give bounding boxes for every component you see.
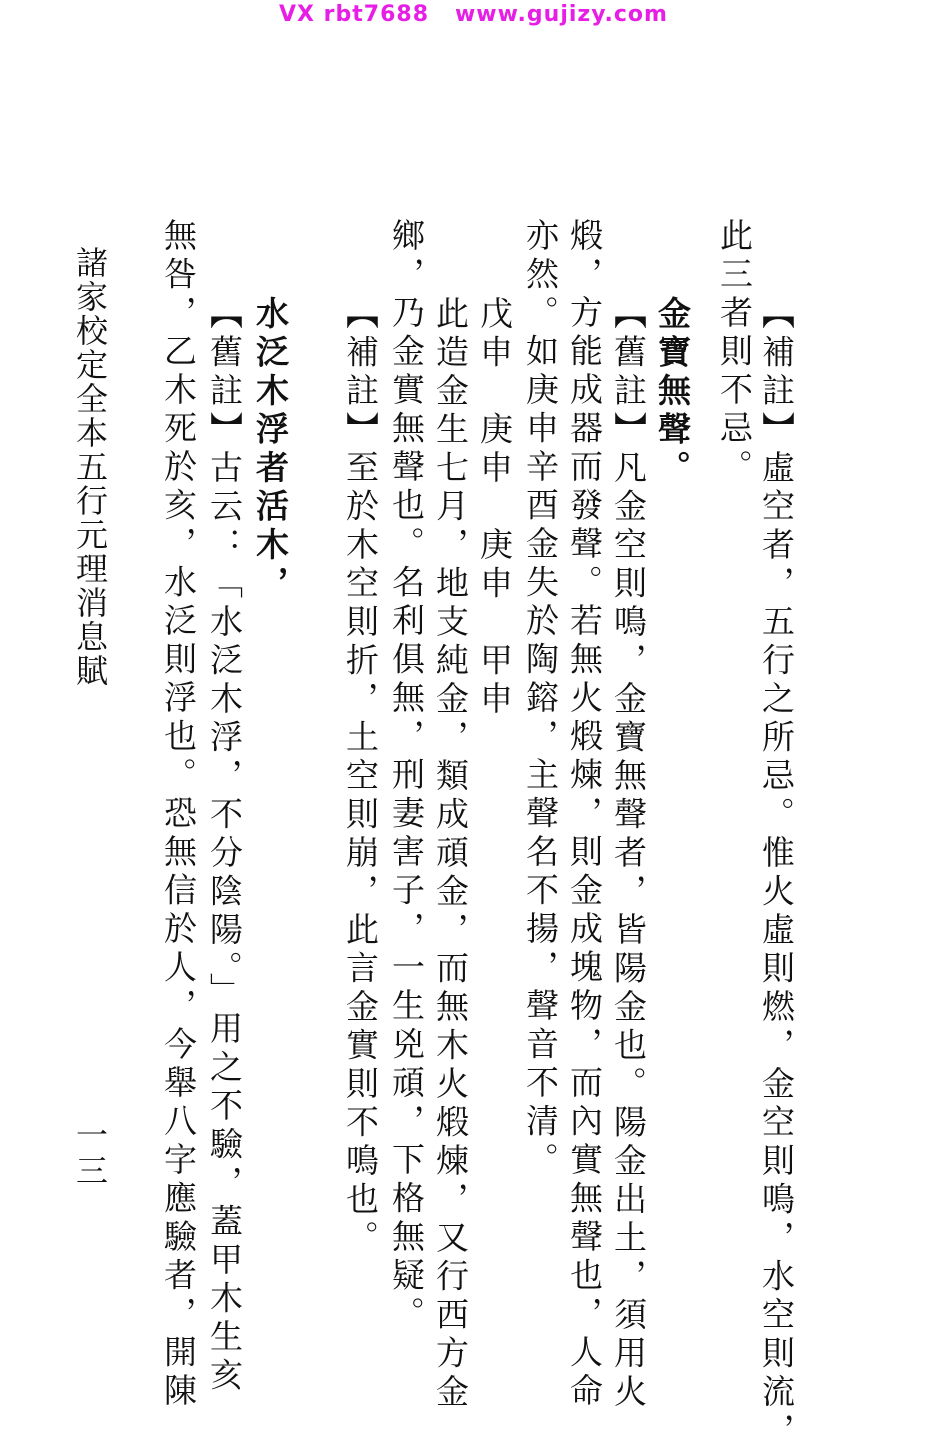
- text-column-8: 此造金生七月，地支純金，類成頑金，而無木火煅煉，又行西方金: [431, 296, 470, 1413]
- section-heading-jinbao: 金寶無聲。: [653, 296, 692, 489]
- text-column-12: 【舊註】古云：「水泛木浮，不分陰陽。」用之不驗，蓋甲木生亥: [205, 296, 244, 1396]
- text-column-9: 鄉，乃金實無聲也。名利俱無，刑妻害子，一生兇頑，下格無疑。: [387, 218, 426, 1335]
- text-column-4: 【舊註】凡金空則鳴，金寶無聲者，皆陽金也。陽金出土，須用火: [609, 296, 648, 1413]
- text-column-2: 此三者則不忌。: [715, 218, 754, 488]
- text-column-10: 【補註】至於木空則折，土空則崩，此言金實則不鳴也。: [341, 296, 380, 1259]
- section-heading-shuifan: 水泛木浮者活木，: [251, 296, 290, 604]
- watermark-text: VX rbt7688 www.gujizy.com: [279, 2, 668, 27]
- bazi-chart-row: 戊申 庚申 庚申 甲申: [475, 296, 514, 720]
- page-number: 一三: [71, 1118, 109, 1190]
- text-column-6: 亦然。如庚申辛酉金失於陶鎔，主聲名不揚，聲音不清。: [521, 218, 560, 1181]
- text-column-13: 無咎，乙木死於亥，水泛則浮也。恐無信於人，今舉八字應驗者，開陳: [159, 218, 198, 1412]
- book-title-footer: 諸家校定全本五行元理消息賦: [71, 246, 109, 688]
- text-column-5: 煅，方能成器而發聲。若無火煅煉，則金成塊物，而內實無聲也，人命: [565, 218, 604, 1412]
- text-column-1: 【補註】虛空者，五行之所忌。惟火虛則燃，金空則鳴，水空則流，: [757, 296, 796, 1451]
